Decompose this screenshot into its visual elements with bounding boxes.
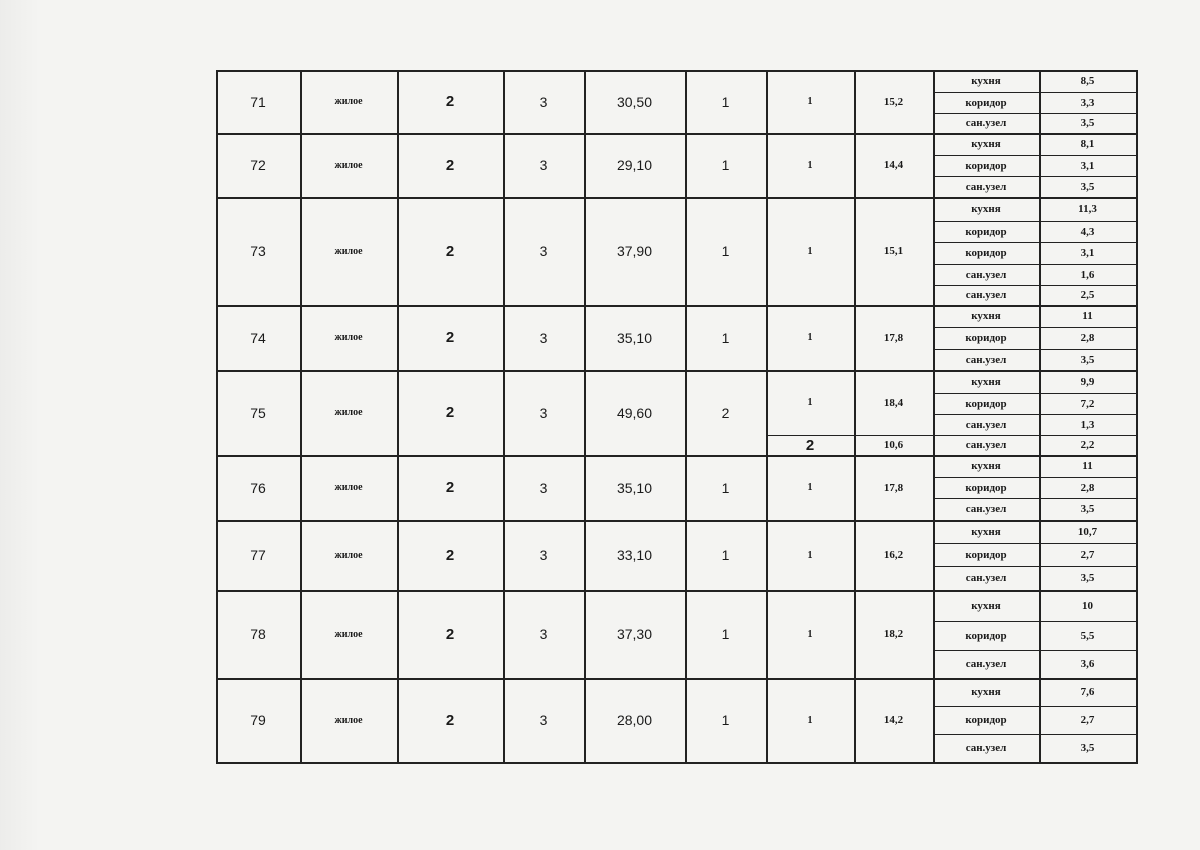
aux-room-area: 2,8 xyxy=(1080,332,1095,344)
apartment-type: жилое xyxy=(334,96,363,107)
total-area: 33,10 xyxy=(616,547,653,563)
column-4-value: 3 xyxy=(539,479,548,496)
apartment-type: жилое xyxy=(334,159,363,171)
column-4-value: 3 xyxy=(539,712,548,728)
apartment-number: 78 xyxy=(250,626,266,642)
aux-room-name: сан.узел xyxy=(965,503,1007,515)
aux-row-border xyxy=(933,349,1136,350)
aux-room-name: коридор xyxy=(965,714,1007,726)
aux-room-name: сан.узел xyxy=(965,742,1007,754)
apartment-number: 77 xyxy=(250,547,266,563)
floor-value: 2 xyxy=(445,404,455,421)
column-4-value: 3 xyxy=(539,626,548,642)
aux-room-area: 3,3 xyxy=(1080,96,1095,109)
aux-room-area: 8,5 xyxy=(1080,75,1095,87)
aux-room-area: 8,1 xyxy=(1080,138,1095,150)
total-area: 28,00 xyxy=(616,712,653,728)
room-count: 1 xyxy=(721,626,730,642)
total-area: 37,30 xyxy=(616,626,653,642)
aux-row-border xyxy=(933,734,1136,735)
aux-row-border xyxy=(933,92,1136,93)
row-border xyxy=(216,762,1138,764)
aux-room-area: 3,5 xyxy=(1080,572,1095,584)
apartment-type: жилое xyxy=(334,714,363,726)
room-count: 1 xyxy=(721,243,730,259)
aux-room-area: 4,3 xyxy=(1080,225,1095,238)
column-4-value: 3 xyxy=(539,93,548,110)
aux-room-name: коридор xyxy=(965,96,1007,109)
total-area: 37,90 xyxy=(616,243,653,259)
aux-room-name: сан.узел xyxy=(965,418,1007,431)
total-area: 30,50 xyxy=(616,93,653,110)
floor-value: 2 xyxy=(445,242,455,260)
aux-row-border xyxy=(933,155,1136,156)
aux-room-area: 11,3 xyxy=(1078,203,1097,215)
column-border xyxy=(1136,70,1138,764)
aux-room-area: 7,2 xyxy=(1080,397,1095,410)
apartment-type: жилое xyxy=(334,482,363,493)
living-room-area: 17,8 xyxy=(883,331,904,344)
apartment-number: 74 xyxy=(250,329,266,346)
aux-room-area: 3,5 xyxy=(1080,503,1095,515)
aux-room-name: кухня xyxy=(971,375,1001,388)
living-room-number: 1 xyxy=(807,628,813,640)
aux-room-name: коридор xyxy=(965,629,1007,642)
aux-row-border xyxy=(933,498,1136,499)
room-count: 2 xyxy=(721,404,730,421)
room-count: 1 xyxy=(721,93,730,110)
total-area: 35,10 xyxy=(616,479,653,496)
aux-room-area: 1,6 xyxy=(1080,268,1095,281)
apartment-number: 79 xyxy=(250,712,266,728)
aux-room-name: кухня xyxy=(971,460,1001,472)
apartment-type: жилое xyxy=(334,549,363,561)
aux-row-border xyxy=(933,650,1136,651)
living-room-number: 1 xyxy=(807,714,813,726)
floor-value: 2 xyxy=(445,711,455,729)
aux-room-name: кухня xyxy=(971,138,1001,150)
floor-value: 2 xyxy=(445,93,455,110)
aux-room-name: сан.узел xyxy=(965,180,1007,193)
aux-room-area: 3,5 xyxy=(1080,117,1095,129)
living-room-number: 1 xyxy=(807,482,813,493)
aux-room-area: 3,5 xyxy=(1080,742,1095,754)
total-area: 35,10 xyxy=(616,329,653,346)
aux-room-area: 2,7 xyxy=(1080,714,1095,726)
apartment-type: жилое xyxy=(334,245,363,257)
living-room-area: 15,1 xyxy=(883,245,904,257)
aux-room-name: сан.узел xyxy=(965,439,1007,451)
aux-room-area: 9,9 xyxy=(1080,375,1095,388)
aux-room-name: кухня xyxy=(971,310,1001,322)
aux-row-border xyxy=(933,393,1136,394)
aux-row-border xyxy=(933,113,1136,114)
aux-room-name: кухня xyxy=(971,525,1001,538)
room-count: 1 xyxy=(721,547,730,563)
living-row-border xyxy=(766,435,933,436)
aux-row-border xyxy=(933,242,1136,243)
apartment-type: жилое xyxy=(334,332,363,343)
aux-room-name: сан.узел xyxy=(965,289,1007,301)
aux-room-area: 1,3 xyxy=(1080,418,1095,431)
living-room-area: 17,8 xyxy=(883,481,904,494)
column-4-value: 3 xyxy=(539,547,548,563)
aux-room-area: 3,5 xyxy=(1080,180,1095,193)
aux-room-area: 10 xyxy=(1082,599,1093,612)
aux-room-name: кухня xyxy=(971,686,1001,698)
aux-room-name: коридор xyxy=(965,247,1007,259)
apartment-number: 71 xyxy=(250,93,266,110)
aux-room-name: сан.узел xyxy=(965,572,1007,584)
aux-row-border xyxy=(933,327,1136,328)
floor-value: 2 xyxy=(445,329,455,346)
aux-room-area: 11 xyxy=(1082,460,1093,472)
living-room-area: 14,2 xyxy=(883,714,904,726)
aux-room-name: сан.узел xyxy=(965,268,1007,281)
aux-room-name: сан.узел xyxy=(965,658,1007,670)
apartment-number: 72 xyxy=(250,157,266,173)
aux-room-name: коридор xyxy=(965,397,1007,410)
aux-room-area: 2,5 xyxy=(1080,289,1095,301)
column-4-value: 3 xyxy=(539,329,548,346)
aux-room-name: коридор xyxy=(965,159,1007,172)
aux-room-name: сан.узел xyxy=(965,353,1007,366)
living-room-number: 1 xyxy=(807,397,813,408)
apartment-number: 73 xyxy=(250,243,266,259)
room-count: 1 xyxy=(721,479,730,496)
aux-row-border xyxy=(933,414,1136,415)
living-room-area: 16,2 xyxy=(883,549,904,561)
aux-row-border xyxy=(933,566,1136,567)
aux-room-area: 2,8 xyxy=(1080,481,1095,494)
living-room-area: 18,2 xyxy=(883,628,904,640)
floor-value: 2 xyxy=(445,546,455,564)
aux-room-area: 10,7 xyxy=(1077,525,1098,538)
living-room-area: 10,6 xyxy=(883,439,904,451)
column-4-value: 3 xyxy=(539,404,548,421)
aux-room-name: коридор xyxy=(965,225,1007,238)
floor-value: 2 xyxy=(445,479,455,496)
aux-room-name: коридор xyxy=(965,481,1007,494)
living-room-number: 1 xyxy=(807,245,813,257)
aux-row-border xyxy=(933,543,1136,544)
floor-value: 2 xyxy=(445,625,455,643)
aux-row-border xyxy=(933,706,1136,707)
apartment-type: жилое xyxy=(334,407,363,418)
aux-row-border xyxy=(933,264,1136,265)
room-count: 1 xyxy=(721,157,730,173)
living-room-number: 1 xyxy=(807,549,813,561)
aux-room-area: 2,7 xyxy=(1080,548,1095,561)
apartment-type: жилое xyxy=(334,628,363,640)
living-room-area: 14,4 xyxy=(883,159,904,171)
aux-room-name: кухня xyxy=(971,75,1001,87)
living-room-area: 18,4 xyxy=(883,396,904,409)
aux-row-border xyxy=(933,621,1136,622)
total-area: 49,60 xyxy=(616,404,653,421)
aux-room-name: сан.узел xyxy=(965,117,1007,129)
aux-room-area: 2,2 xyxy=(1080,439,1095,451)
living-room-number: 1 xyxy=(807,332,813,343)
aux-row-border xyxy=(933,477,1136,478)
aux-room-area: 11 xyxy=(1082,310,1093,322)
floor-value: 2 xyxy=(445,156,455,174)
aux-row-border xyxy=(933,176,1136,177)
aux-room-name: кухня xyxy=(971,203,1001,215)
living-room-number: 1 xyxy=(807,159,813,171)
aux-room-area: 3,1 xyxy=(1080,247,1095,259)
total-area: 29,10 xyxy=(616,157,653,173)
apartment-number: 75 xyxy=(250,404,266,421)
aux-row-border xyxy=(933,435,1136,436)
aux-room-area: 5,5 xyxy=(1080,629,1095,642)
aux-row-border xyxy=(933,285,1136,286)
aux-room-name: коридор xyxy=(965,332,1007,344)
aux-room-area: 7,6 xyxy=(1080,686,1095,698)
room-count: 1 xyxy=(721,712,730,728)
aux-room-name: коридор xyxy=(965,548,1007,561)
column-4-value: 3 xyxy=(539,243,548,259)
living-room-number: 1 xyxy=(807,96,813,107)
aux-row-border xyxy=(933,221,1136,222)
column-4-value: 3 xyxy=(539,157,548,173)
aux-room-area: 3,5 xyxy=(1080,353,1095,366)
aux-room-area: 3,6 xyxy=(1080,658,1095,670)
living-room-area: 15,2 xyxy=(883,95,904,108)
aux-room-area: 3,1 xyxy=(1080,159,1095,172)
room-count: 1 xyxy=(721,329,730,346)
living-room-number: 2 xyxy=(805,436,815,454)
aux-room-name: кухня xyxy=(971,599,1001,612)
apartment-number: 76 xyxy=(250,479,266,496)
